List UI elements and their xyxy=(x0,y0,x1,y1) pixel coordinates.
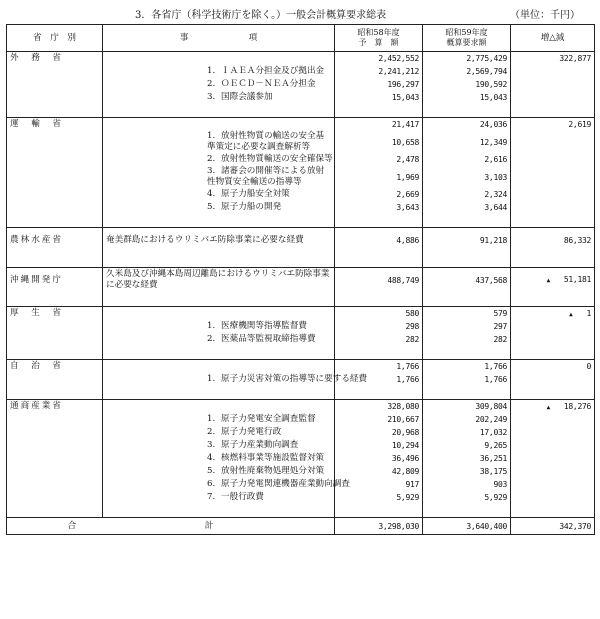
spacer-cell xyxy=(103,504,335,518)
request-59-total: 1,766 xyxy=(423,360,511,374)
item-request-59: 282 xyxy=(423,333,511,346)
grand-total-row xyxy=(7,518,595,535)
item-budget-58: 5,929 xyxy=(335,491,423,504)
item-change-empty xyxy=(511,201,595,214)
item-change-empty xyxy=(511,491,595,504)
request-59-total: 2,775,429 xyxy=(423,52,511,66)
change-value: 18,276 xyxy=(563,401,591,411)
item-label xyxy=(103,153,335,166)
item-request-59: 202,249 xyxy=(423,413,511,426)
item-change-empty xyxy=(511,439,595,452)
grand-total-budget-58: 3,298,030 xyxy=(335,518,423,535)
ministry-cell-empty xyxy=(7,91,103,104)
item-label xyxy=(103,201,335,214)
item-request-59: 3,644 xyxy=(423,201,511,214)
item-number: 4. xyxy=(207,453,216,463)
document-title: 3．各省庁（科学技術庁を除く。）一般会計概算要求総表 xyxy=(135,10,387,21)
item-request-59: 17,032 xyxy=(423,426,511,439)
budget-58-total: 1,766 xyxy=(335,360,423,374)
item-row xyxy=(7,452,595,465)
item-request-59: 15,043 xyxy=(423,91,511,104)
spacer-cell xyxy=(7,254,103,268)
ministry-description xyxy=(103,52,335,66)
spacer-cell xyxy=(335,386,423,400)
item-budget-58: 2,241,212 xyxy=(335,65,423,78)
item-number: 5. xyxy=(207,466,216,476)
item-row xyxy=(7,131,595,153)
item-name: 放射性物質輸送の安全確保等 xyxy=(221,154,333,164)
ministry-row xyxy=(7,228,595,254)
item-row xyxy=(7,320,595,333)
spacer-cell xyxy=(7,293,103,307)
request-59-total: 437,568 xyxy=(423,267,511,293)
item-budget-58: 298 xyxy=(335,320,423,333)
change-total xyxy=(511,228,595,254)
ministry-row xyxy=(7,118,595,132)
item-number: 2. xyxy=(207,427,216,437)
item-request-59: 297 xyxy=(423,320,511,333)
group-spacer xyxy=(7,254,595,268)
item-row xyxy=(7,413,595,426)
change-total xyxy=(511,118,595,132)
budget-58-total: 328,080 xyxy=(335,400,423,414)
budget-58-total: 580 xyxy=(335,307,423,321)
item-label xyxy=(103,166,335,188)
spacer-cell xyxy=(103,254,335,268)
item-change-empty xyxy=(511,320,595,333)
spacer-cell xyxy=(511,254,595,268)
item-row xyxy=(7,333,595,346)
item-request-59: 5,929 xyxy=(423,491,511,504)
item-budget-58: 20,968 xyxy=(335,426,423,439)
item-label xyxy=(103,491,335,504)
change-total xyxy=(511,400,595,414)
change-value: 2,619 xyxy=(568,120,591,129)
item-name: 核燃料事業等施設監督対策 xyxy=(221,453,325,463)
item-budget-58: 1,766 xyxy=(335,373,423,386)
item-number: 5. xyxy=(207,202,216,212)
item-row xyxy=(7,188,595,201)
decrease-mark: ▲ xyxy=(569,310,573,318)
ministry-description xyxy=(103,118,335,132)
item-name: 原子力発電安全調査監督 xyxy=(221,414,316,424)
change-total xyxy=(511,267,595,293)
request-59-total: 91,218 xyxy=(423,228,511,254)
ministry-cell-empty xyxy=(7,373,103,386)
item-request-59: 903 xyxy=(423,478,511,491)
item-budget-58: 42,809 xyxy=(335,465,423,478)
item-name: 国際会議参加 xyxy=(221,92,273,102)
change-total xyxy=(511,52,595,66)
spacer-cell xyxy=(511,346,595,360)
ministry-cell-empty xyxy=(7,188,103,201)
group-spacer xyxy=(7,293,595,307)
item-number: 3. xyxy=(207,92,216,102)
ministry-name: 自 治 省 xyxy=(7,360,103,374)
item-request-59: 2,616 xyxy=(423,153,511,166)
request-59-total: 24,036 xyxy=(423,118,511,132)
ministry-row xyxy=(7,52,595,66)
item-number: 2. xyxy=(207,154,216,164)
header-ministry: 省 庁 別 xyxy=(7,25,103,52)
item-name: 原子力発電行政 xyxy=(221,427,282,437)
ministry-description: 奄美群島におけるウリミバエ防除事業に必要な経費 xyxy=(103,228,335,254)
spacer-cell xyxy=(7,104,103,118)
budget-58-total: 21,417 xyxy=(335,118,423,132)
item-label xyxy=(103,413,335,426)
item-change-empty xyxy=(511,333,595,346)
ministry-description xyxy=(103,360,335,374)
decrease-mark: ▲ xyxy=(546,403,550,411)
group-spacer xyxy=(7,214,595,228)
table-body xyxy=(7,52,595,535)
ministry-cell-empty xyxy=(7,65,103,78)
item-row xyxy=(7,166,595,188)
ministry-cell-empty xyxy=(7,166,103,188)
item-number: 3. xyxy=(207,166,216,176)
item-number: 1. xyxy=(207,321,216,331)
item-name: 原子力船安全対策 xyxy=(221,189,290,199)
spacer-cell xyxy=(103,214,335,228)
item-row xyxy=(7,153,595,166)
change-value: 51,181 xyxy=(563,275,591,285)
item-name: 放射性物質の輸送の安全基準策定に必要な調査解析等 xyxy=(207,131,325,152)
ministry-row xyxy=(7,267,595,293)
ministry-name: 厚 生 省 xyxy=(7,307,103,321)
spacer-cell xyxy=(7,386,103,400)
item-change-empty xyxy=(511,413,595,426)
item-row xyxy=(7,91,595,104)
ministry-cell-empty xyxy=(7,153,103,166)
item-budget-58: 15,043 xyxy=(335,91,423,104)
spacer-cell xyxy=(103,293,335,307)
item-number: 2. xyxy=(207,334,216,344)
item-label xyxy=(103,426,335,439)
item-budget-58: 3,643 xyxy=(335,201,423,214)
spacer-cell xyxy=(335,293,423,307)
request-59-total: 579 xyxy=(423,307,511,321)
item-label xyxy=(103,131,335,153)
item-change-empty xyxy=(511,65,595,78)
unit-label: （単位：千円） xyxy=(510,10,580,21)
spacer-cell xyxy=(335,104,423,118)
spacer-cell xyxy=(511,504,595,518)
ministry-row xyxy=(7,400,595,414)
item-name: 原子力船の開発 xyxy=(221,202,282,212)
item-number: 1. xyxy=(207,131,216,141)
item-label xyxy=(103,78,335,91)
ministry-cell-empty xyxy=(7,452,103,465)
item-label xyxy=(103,320,335,333)
spacer-cell xyxy=(103,346,335,360)
header-request-59-line2: 概算要求額 xyxy=(446,38,487,47)
change-value: 0 xyxy=(586,362,591,371)
ministry-cell-empty xyxy=(7,78,103,91)
item-budget-58: 1,969 xyxy=(335,166,423,188)
spacer-cell xyxy=(511,293,595,307)
ministry-cell-empty xyxy=(7,439,103,452)
item-number: 1. xyxy=(207,414,216,424)
item-row xyxy=(7,426,595,439)
item-change-empty xyxy=(511,478,595,491)
spacer-cell xyxy=(335,346,423,360)
ministry-description xyxy=(103,400,335,414)
item-name: 原子力災害対策の指導等に要する経費 xyxy=(221,374,368,384)
item-change-empty xyxy=(511,426,595,439)
header-budget-58-line1: 昭和58年度 xyxy=(357,28,400,37)
change-value: 1 xyxy=(586,308,591,318)
change-value: 86,332 xyxy=(563,236,591,246)
ministry-cell-empty xyxy=(7,333,103,346)
item-label xyxy=(103,439,335,452)
header-item: 事 項 xyxy=(103,25,335,52)
change-value: 322,877 xyxy=(559,54,591,63)
item-row xyxy=(7,78,595,91)
item-row xyxy=(7,373,595,386)
group-spacer xyxy=(7,346,595,360)
item-request-59: 1,766 xyxy=(423,373,511,386)
item-label xyxy=(103,478,350,491)
item-change-empty xyxy=(511,188,595,201)
item-row xyxy=(7,439,595,452)
budget-request-table xyxy=(6,24,595,535)
item-request-59: 38,175 xyxy=(423,465,511,478)
header-request-59 xyxy=(423,25,511,52)
ministry-name: 外 務 省 xyxy=(7,52,103,66)
ministry-cell-empty xyxy=(7,426,103,439)
header-change: 増△減 xyxy=(511,25,595,52)
ministry-cell-empty xyxy=(7,131,103,153)
item-number: 7. xyxy=(207,492,216,502)
spacer-cell xyxy=(335,254,423,268)
header-budget-58-line2: 予 算 額 xyxy=(358,38,399,47)
item-budget-58: 2,478 xyxy=(335,153,423,166)
spacer-cell xyxy=(423,386,511,400)
item-change-empty xyxy=(511,91,595,104)
item-label xyxy=(103,91,335,104)
item-budget-58: 210,667 xyxy=(335,413,423,426)
ministry-cell-empty xyxy=(7,491,103,504)
ministry-name: 通商産業省 xyxy=(7,400,103,414)
item-change-empty xyxy=(511,452,595,465)
spacer-cell xyxy=(511,386,595,400)
item-change-empty xyxy=(511,465,595,478)
item-budget-58: 10,658 xyxy=(335,131,423,153)
item-request-59: 36,251 xyxy=(423,452,511,465)
group-spacer xyxy=(7,104,595,118)
spacer-cell xyxy=(423,504,511,518)
change-total xyxy=(511,307,595,321)
item-label xyxy=(103,373,368,386)
ministry-name: 沖縄開発庁 xyxy=(7,267,103,293)
item-row xyxy=(7,65,595,78)
request-59-total: 309,804 xyxy=(423,400,511,414)
item-change-empty xyxy=(511,78,595,91)
spacer-cell xyxy=(511,214,595,228)
decrease-mark: ▲ xyxy=(546,277,550,285)
item-budget-58: 10,294 xyxy=(335,439,423,452)
header-request-59-line1: 昭和59年度 xyxy=(445,28,488,37)
ministry-row xyxy=(7,360,595,374)
item-change-empty xyxy=(511,373,595,386)
item-label xyxy=(103,333,335,346)
spacer-cell xyxy=(103,386,335,400)
item-number: 2. xyxy=(207,79,216,89)
spacer-cell xyxy=(7,504,103,518)
item-number: 4. xyxy=(207,189,216,199)
spacer-cell xyxy=(423,254,511,268)
item-request-59: 2,324 xyxy=(423,188,511,201)
item-budget-58: 917 xyxy=(335,478,423,491)
ministry-cell-empty xyxy=(7,413,103,426)
budget-58-total: 2,452,552 xyxy=(335,52,423,66)
table-title-area xyxy=(0,6,600,22)
item-row xyxy=(7,491,595,504)
item-budget-58: 196,297 xyxy=(335,78,423,91)
item-budget-58: 36,496 xyxy=(335,452,423,465)
ministry-cell-empty xyxy=(7,320,103,333)
item-name: 原子力産業動向調査 xyxy=(221,440,299,450)
item-row xyxy=(7,478,595,491)
spacer-cell xyxy=(335,504,423,518)
header-row xyxy=(7,25,595,52)
item-request-59: 190,592 xyxy=(423,78,511,91)
item-number: 1. xyxy=(207,66,216,76)
spacer-cell xyxy=(7,214,103,228)
spacer-cell xyxy=(511,104,595,118)
item-request-59: 3,103 xyxy=(423,166,511,188)
item-request-59: 12,349 xyxy=(423,131,511,153)
spacer-cell xyxy=(423,293,511,307)
item-request-59: 2,569,794 xyxy=(423,65,511,78)
ministry-description xyxy=(103,307,335,321)
item-name: 医薬品等監視取締指導費 xyxy=(221,334,316,344)
item-name: ＯＥＣＤ－ＮＥＡ分担金 xyxy=(221,79,316,89)
budget-58-total: 4,886 xyxy=(335,228,423,254)
ministry-cell-empty xyxy=(7,201,103,214)
item-budget-58: 282 xyxy=(335,333,423,346)
item-name: 医療機関等指導監督費 xyxy=(221,321,307,331)
item-label xyxy=(103,465,335,478)
item-budget-58: 2,669 xyxy=(335,188,423,201)
grand-total-label: 合 計 xyxy=(7,518,335,535)
ministry-cell-empty xyxy=(7,465,103,478)
item-label xyxy=(103,188,335,201)
group-spacer xyxy=(7,504,595,518)
grand-total-request-59: 3,640,400 xyxy=(423,518,511,535)
item-name: 一般行政費 xyxy=(221,492,264,502)
budget-58-total: 488,749 xyxy=(335,267,423,293)
ministry-row xyxy=(7,307,595,321)
item-change-empty xyxy=(511,153,595,166)
spacer-cell xyxy=(103,104,335,118)
spacer-cell xyxy=(423,214,511,228)
item-name: 原子力発電関連機器産業動向調査 xyxy=(221,479,350,489)
change-total xyxy=(511,360,595,374)
spacer-cell xyxy=(335,214,423,228)
spacer-cell xyxy=(7,346,103,360)
item-row xyxy=(7,465,595,478)
item-name: ＩＡＥＡ分担金及び拠出金 xyxy=(221,66,325,76)
item-request-59: 9,265 xyxy=(423,439,511,452)
item-number: 3. xyxy=(207,440,216,450)
item-name: 諸審会の開催等による放射性物質安全輸送の指導等 xyxy=(207,166,325,187)
item-number: 6. xyxy=(207,479,216,489)
grand-total-change: 342,370 xyxy=(511,518,595,535)
ministry-description: 久米島及び沖縄本島周辺離島におけるウリミバエ防除事業に必要な経費 xyxy=(103,267,335,293)
item-row xyxy=(7,201,595,214)
item-change-empty xyxy=(511,166,595,188)
ministry-cell-empty xyxy=(7,478,103,491)
item-change-empty xyxy=(511,131,595,153)
header-budget-58 xyxy=(335,25,423,52)
ministry-name: 農林水産省 xyxy=(7,228,103,254)
spacer-cell xyxy=(423,346,511,360)
item-name: 放射性廃棄物処理処分対策 xyxy=(221,466,325,476)
item-label xyxy=(103,452,335,465)
ministry-name: 運 輸 省 xyxy=(7,118,103,132)
item-label xyxy=(103,65,335,78)
group-spacer xyxy=(7,386,595,400)
spacer-cell xyxy=(423,104,511,118)
item-number: 1. xyxy=(207,374,216,384)
